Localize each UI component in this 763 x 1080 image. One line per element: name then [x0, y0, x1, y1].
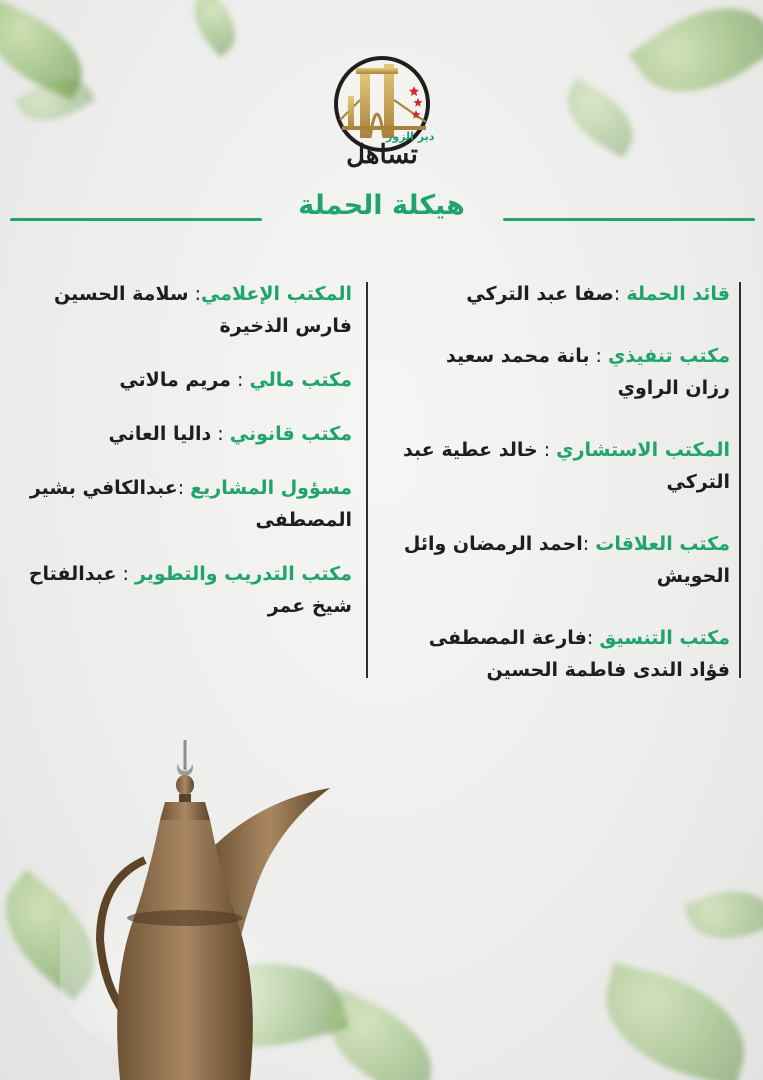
entry-finance-office: مكتب مالي : مريم مالاتي	[119, 369, 352, 391]
right-column-divider	[739, 282, 741, 678]
role-label: مكتب مالي	[249, 369, 352, 391]
member-names: داليا العاني	[108, 423, 212, 445]
leaf-decoration	[591, 962, 759, 1080]
role-label: المكتب الاستشاري	[556, 439, 730, 461]
entry-campaign-leader: قائد الحملة :صفا عبد التركي	[466, 283, 730, 305]
entry-legal-office: مكتب قانوني : داليا العاني	[108, 423, 352, 445]
entry-relations-office: مكتب العلاقات :احمد الرمضان وائل الحويش	[403, 533, 730, 587]
member-names: سلامة الحسين فارس الذخيرة	[54, 283, 352, 337]
entry-coordination-office: مكتب التنسيق :فارعة المصطفى فؤاد الندى فاطمة الحسين	[428, 627, 730, 681]
role-label: المكتب الإعلامي	[201, 283, 352, 305]
member-names: احمد الرمضان وائل الحويش	[403, 533, 730, 587]
role-label: قائد الحملة	[626, 283, 730, 305]
role-label: مكتب قانوني	[229, 423, 352, 445]
role-label: مكتب التدريب والتطوير	[134, 563, 352, 585]
member-names: مريم مالاتي	[119, 369, 231, 391]
title-rule-right	[503, 218, 755, 221]
role-label: مسؤول المشاريع	[190, 477, 352, 499]
campaign-logo	[326, 50, 438, 175]
member-names: خالد عطية عبد التركي	[403, 439, 730, 493]
entry-media-office: المكتب الإعلامي: سلامة الحسين فارس الذخيرة	[54, 283, 352, 337]
right-column	[400, 278, 730, 716]
entry-advisory-office: المكتب الاستشاري : خالد عطية عبد التركي	[403, 439, 730, 493]
title-rule-left	[10, 218, 262, 221]
member-names: بانة محمد سعيد رزان الراوي	[446, 345, 730, 399]
member-names: عبدالكافي بشير المصطفى	[29, 477, 352, 531]
leaf-decoration	[182, 0, 248, 58]
logo-wordmark: تساهل	[346, 140, 418, 170]
leaf-decoration	[684, 878, 763, 952]
page-title: هيكلة الحملة	[298, 190, 465, 221]
leaf-decoration	[554, 78, 646, 158]
entry-training-office: مكتب التدريب والتطوير : عبدالفتاح شيخ عمر	[28, 563, 352, 617]
leaf-decoration	[629, 0, 763, 120]
role-label: مكتب تنفيذي	[607, 345, 730, 367]
entry-executive-office: مكتب تنفيذي : بانة محمد سعيد رزان الراوي	[446, 345, 730, 399]
left-column-divider	[366, 282, 368, 678]
left-column	[20, 278, 352, 644]
member-names: عبدالفتاح شيخ عمر	[28, 563, 352, 617]
entry-projects-manager: مسؤول المشاريع :عبدالكافي بشير المصطفى	[29, 477, 352, 531]
logo-subtitle: دير الزور	[386, 130, 435, 143]
role-label: مكتب العلاقات	[595, 533, 730, 555]
role-label: مكتب التنسيق	[599, 627, 730, 649]
dallah-statue-image	[60, 740, 390, 1080]
member-names: صفا عبد التركي	[466, 283, 614, 305]
member-names: فارعة المصطفى فؤاد الندى فاطمة الحسين	[428, 627, 730, 681]
